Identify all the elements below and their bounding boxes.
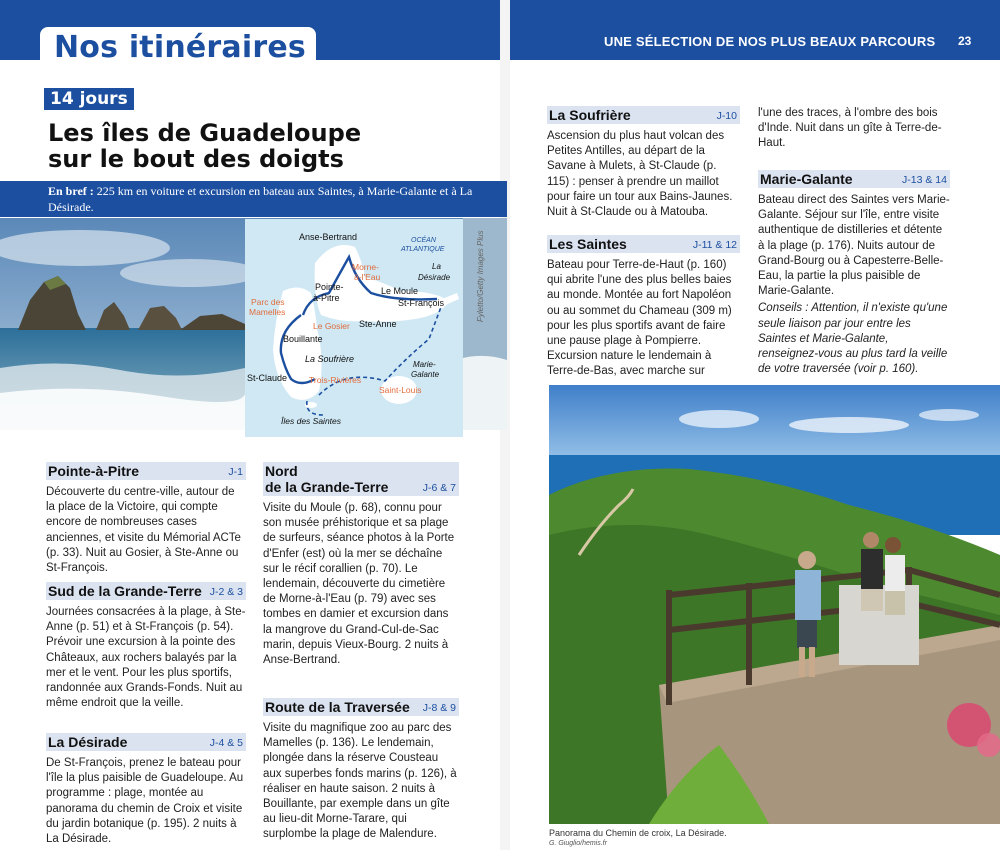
summary-label: En bref :	[48, 184, 94, 198]
entry-text: Visite du magnifique zoo au parc des Mamelles (p. 136). Le lendemain, plongée dans la réserve Cousteau aux superbes fonds marins (p. 126), à réaliser en haute saison. 2 nuits à Bouillante, par exemple dans un gîte au lieu-dit Morne-Tarare, qui surplombe la plage de Malendure.	[263, 722, 457, 841]
entry-title	[265, 463, 388, 495]
entry-days: J-4 & 5	[209, 737, 243, 749]
map-label-la-1: La	[432, 262, 441, 271]
map-label-morne-2: à-l'Eau	[354, 272, 381, 282]
map-label-parc-2: Mamelles	[249, 307, 286, 317]
entry-heading	[46, 733, 246, 751]
map-label-la-desirade-2: Désirade	[418, 273, 451, 282]
map-photo-credit: Fyletto/Getty Images Plus	[476, 230, 485, 322]
entry-title: Les Saintes	[549, 236, 627, 252]
entry-title: Pointe-à-Pitre	[48, 463, 140, 479]
map-label-saint-louis: Saint-Louis	[379, 385, 422, 395]
entry-heading	[46, 582, 246, 600]
entry-text: Ascension du plus haut volcan des Petites Antilles, au départ de la Savane à Mulets, à St-Claude (p. 115) : penser à prendre un maillot pour faire un tour aux Bains-Jaunes. Nuit à St-Claude ou à Matouba.	[547, 130, 733, 219]
entry-route-traversee	[263, 698, 459, 843]
entry-days: J-13 & 14	[902, 174, 947, 186]
map-label-ocean: OCÉAN	[411, 237, 436, 244]
entry-title: La Désirade	[48, 734, 128, 750]
duration-badge: 14 jours	[44, 88, 134, 110]
photo-credit: G. Giuglio/hemis.fr	[549, 840, 607, 847]
entry-text-continued: l'une des traces, à l'ombre des bois d'Inde. Nuit dans un gîte à Terre-de-Haut.	[758, 107, 942, 150]
entry-la-desirade	[46, 733, 246, 847]
map-label-trois-rivieres: Trois-Rivières	[309, 375, 362, 385]
entry-heading	[263, 462, 459, 496]
entry-marie-galante	[758, 170, 950, 377]
map-label-le-gosier: Le Gosier	[313, 321, 350, 331]
entry-pointe-a-pitre	[46, 462, 246, 576]
entry-nord-grande-terre	[263, 462, 459, 668]
entry-text: De St-François, prenez le bateau pour l'île la plus paisible de Guadeloupe. Au programme : plage, montée au panorama du chemin de Croix et visite du jardin botanique (p. 195). 2 nuits à La Désirade.	[46, 757, 244, 846]
entry-days: J-8 & 9	[422, 702, 456, 714]
entry-days: J-2 & 3	[209, 586, 243, 598]
entry-text: Journées consacrées à la plage, à Ste-Anne (p. 51) et à St-François (p. 54). Prévoir une excursion à la pointe des Châteaux, aux rochers balayés par la mer et le vent. Pour les plus sportifs, randonnée aux Grands-Fonds. Nuit au même endroit que la veille.	[46, 606, 246, 710]
entry-text: Visite du Moule (p. 68), connu pour son musée préhistorique et sa plage de surfeurs, séance photos à la Porte d'Enfer (est) où la mer se déchaîne sur le récif corallien (p. 70). Le lendemain, découverte du cimetière de Morne-à-l'Eau (p. 79) avec ses tombes en damier et excursion dans la mangrove du Grand-Cul-de-Sac marin, depuis Vieux-Bourg. 2 nuits à Anse-Bertrand.	[263, 502, 455, 667]
entry-title-line-1: Nord	[265, 463, 298, 479]
map-label-morne-1: Morne-	[352, 262, 379, 272]
map-label-st-claude: St-Claude	[247, 373, 288, 383]
entry-advice: Conseils : Attention, il n'existe qu'une seule liaison par jour entre les Saintes et Marie-Galante, renseignez-vous au plus tard la veille de votre traversée (voir p. 160).	[758, 302, 948, 376]
itinerary-title	[48, 120, 488, 172]
entry-days: J-11 & 12	[692, 239, 737, 251]
photo-caption: Panorama du Chemin de croix, La Désirade.	[549, 828, 727, 838]
entry-les-saintes-continued	[758, 106, 950, 152]
entry-title-line-2: de la Grande-Terre	[265, 479, 389, 495]
map-label-mg-1: Marie-	[413, 360, 436, 369]
entry-title: Marie-Galante	[760, 171, 853, 187]
title-line-1: Les îles de Guadeloupe	[48, 119, 362, 147]
entry-heading	[547, 235, 740, 253]
entry-sud-grande-terre	[46, 582, 246, 711]
entry-days: J-1	[228, 466, 243, 478]
section-title: Nos itinéraires	[54, 30, 306, 65]
map-label-iles-saintes: Îles des Saintes	[281, 416, 342, 426]
entry-heading	[547, 106, 740, 124]
map-label-mg-2: Galante	[411, 370, 440, 379]
entry-title: Sud de la Grande-Terre	[48, 583, 202, 599]
entry-heading	[758, 170, 950, 188]
entry-text: Bateau direct des Saintes vers Marie-Galante. Séjour sur l'île, entre visite authentique de distilleries et détente à la plage (p. 176). Nuits autour de Grand-Bourg ou à Capesterre-Belle-Eau, la partie la plus paisible de Marie-Galante.	[758, 194, 950, 298]
map-label-st-francois: St-François	[398, 298, 445, 308]
entry-days: J-6 & 7	[422, 482, 456, 494]
title-line-2: sur le bout des doigts	[48, 145, 344, 173]
entry-les-saintes	[547, 235, 740, 380]
page-number: 23	[958, 34, 972, 48]
map-label-anse-bertrand: Anse-Bertrand	[299, 232, 358, 242]
entry-la-soufriere	[547, 106, 740, 220]
entry-title: La Soufrière	[549, 107, 631, 123]
map-label-atlantique: ATLANTIQUE	[401, 246, 445, 253]
map-label-pap-2: à-Pitre	[313, 293, 340, 303]
entry-heading	[46, 462, 246, 480]
map-label-pap-1: Pointe-	[315, 282, 344, 292]
summary-text: 225 km en voiture et excursion en bateau aux Saintes, à Marie-Galante et à La Désirade.	[48, 184, 473, 214]
entry-text: Bateau pour Terre-de-Haut (p. 160) qui abrite l'une des plus belles baies au monde. Montée au fort Napoléon ou au sommet du Chameau (309 m) pour les plus sportifs avant de faire une pause plage à Pompierre. Excursion nature le lendemain à Terre-de-Bas, avec marche sur	[547, 259, 732, 378]
route-map	[245, 219, 463, 437]
entry-text: Découverte du centre-ville, autour de la place de la Victoire, qui compte encore de nombreuses cases anciennes, et visite du Mémorial ACTe (p. 33). Nuit au Gosier, à Ste-Anne ou St-François.	[46, 486, 241, 575]
entry-days: J-10	[716, 110, 737, 122]
map-label-le-moule: Le Moule	[381, 286, 419, 296]
map-label-bouillante: Bouillante	[283, 334, 323, 344]
map-label-ste-anne: Ste-Anne	[359, 319, 397, 329]
summary-band	[0, 181, 507, 217]
viewpoint-photo	[549, 385, 1000, 824]
running-head: UNE SÉLECTION DE NOS PLUS BEAUX PARCOURS	[604, 34, 936, 49]
map-label-la-soufriere: La Soufrière	[305, 354, 355, 364]
entry-title: Route de la Traversée	[265, 699, 410, 715]
entry-heading	[263, 698, 459, 716]
map-label-parc-1: Parc des	[251, 297, 285, 307]
